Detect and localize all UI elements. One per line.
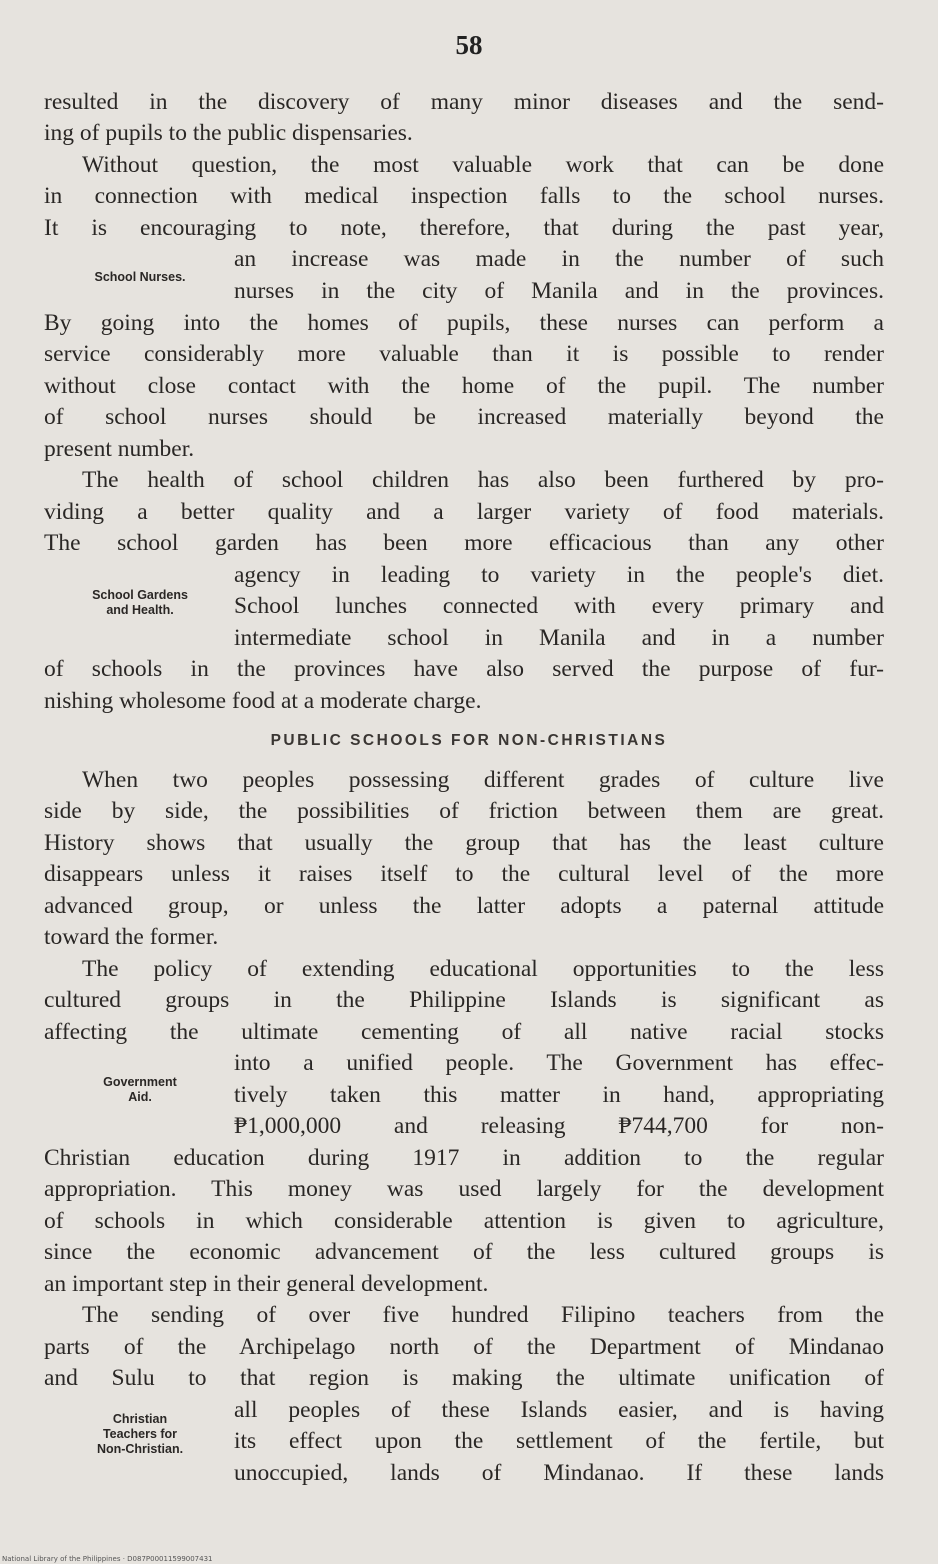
text-line: and Sulu to that region is making the ultimate unification of [44, 1365, 884, 1391]
text-line: intermediate school in Manila and in a number [234, 625, 884, 651]
text-line: tively taken this matter in hand, appropriating [234, 1082, 884, 1108]
text-line: into a unified people. The Government has effec- [234, 1050, 884, 1076]
text-line: affecting the ultimate cementing of all native racial stocks [44, 1019, 884, 1045]
text-line: parts of the Archipelago north of the Department of Mindanao [44, 1334, 884, 1360]
margin-note-government-aid [52, 1075, 228, 1105]
margin-note-line: School Gardens [92, 588, 188, 602]
text-line: toward the former. [44, 924, 219, 950]
text-line: ing of pupils to the public dispensaries. [44, 120, 413, 146]
text-line: School lunches connected with every primary and [234, 593, 884, 619]
text-line: an important step in their general development. [44, 1271, 489, 1297]
text-line: When two peoples possessing different grades of culture live [82, 767, 884, 793]
margin-note-school-nurses [52, 270, 228, 285]
margin-note-line: and Health. [106, 603, 174, 617]
margin-note-line: Teachers for [102, 1427, 178, 1441]
text-line: ₱1,000,000 and releasing ₱744,700 for non- [234, 1113, 884, 1139]
text-line: History shows that usually the group that has the least culture [44, 830, 884, 856]
page-number: 58 [455, 30, 483, 60]
text-line: nishing wholesome food at a moderate charge. [44, 688, 482, 714]
text-line: The sending of over five hundred Filipino teachers from the [82, 1302, 884, 1328]
text-line: an increase was made in the number of such [234, 246, 884, 272]
text-line: unoccupied, lands of Mindanao. If these lands [234, 1460, 884, 1486]
text-line: resulted in the discovery of many minor diseases and the send- [44, 89, 884, 115]
margin-note-school-gardens [52, 588, 228, 618]
margin-note-christian-teachers [52, 1412, 228, 1457]
text-line: service considerably more valuable than it is possible to render [44, 341, 884, 367]
text-line: It is encouraging to note, therefore, that during the past year, [44, 215, 884, 241]
text-line: side by side, the possibilities of friction between them are great. [44, 798, 884, 824]
margin-note-line: School Nurses. [94, 270, 186, 284]
text-line: nurses in the city of Manila and in the provinces. [234, 278, 884, 304]
text-line: present number. [44, 436, 195, 462]
text-line: Without question, the most valuable work that can be done [82, 152, 884, 178]
text-line: of schools in the provinces have also served the purpose of fur- [44, 656, 884, 682]
text-line: The health of school children has also been furthered by pro- [82, 467, 884, 493]
text-line: appropriation. This money was used largely for the development [44, 1176, 884, 1202]
section-heading: PUBLIC SCHOOLS FOR NON-CHRISTIANS [270, 732, 668, 749]
text-line: The school garden has been more efficacious than any other [44, 530, 884, 556]
text-line: disappears unless it raises itself to the cultural level of the more [44, 861, 884, 887]
text-line: in connection with medical inspection falls to the school nurses. [44, 183, 884, 209]
margin-note-line: Aid. [128, 1090, 152, 1104]
text-line: cultured groups in the Philippine Islands is significant as [44, 987, 884, 1013]
text-line: The policy of extending educational opportunities to the less [82, 956, 884, 982]
text-line: of schools in which considerable attention is given to agriculture, [44, 1208, 884, 1234]
text-line: its effect upon the settlement of the fertile, but [234, 1428, 884, 1454]
text-line: By going into the homes of pupils, these nurses can perform a [44, 310, 884, 336]
scan-footer: National Library of the Philippines · D087P00011599007431 [2, 1555, 213, 1563]
text-line: without close contact with the home of the pupil. The number [44, 373, 884, 399]
text-line: of school nurses should be increased materially beyond the [44, 404, 884, 430]
margin-note-line: Non-Christian. [96, 1442, 184, 1456]
margin-note-line: Government [103, 1075, 177, 1089]
text-line: all peoples of these Islands easier, and is having [234, 1397, 884, 1423]
margin-note-line: Christian [112, 1412, 168, 1426]
text-line: Christian education during 1917 in addition to the regular [44, 1145, 884, 1171]
text-line: viding a better quality and a larger variety of food materials. [44, 499, 884, 525]
text-line: advanced group, or unless the latter adopts a paternal attitude [44, 893, 884, 919]
text-line: agency in leading to variety in the people's diet. [234, 562, 884, 588]
text-line: since the economic advancement of the less cultured groups is [44, 1239, 884, 1265]
